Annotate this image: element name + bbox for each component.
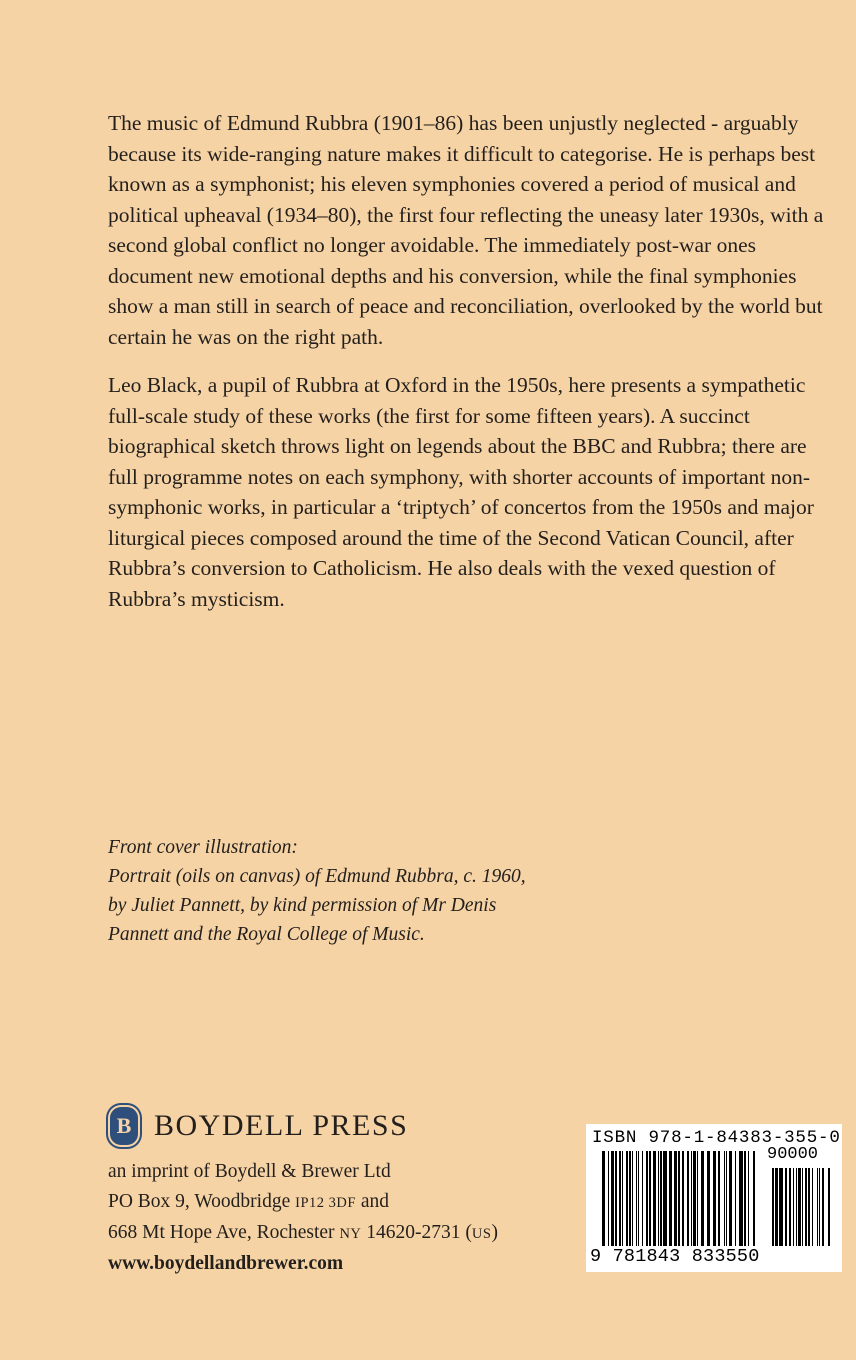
postcode: IP12 3DF (295, 1195, 356, 1211)
barcode-bar (632, 1151, 633, 1246)
barcode-bar (638, 1151, 639, 1246)
barcode-bar (789, 1168, 791, 1246)
isbn-number: ISBN 978-1-84383-355-0 (592, 1128, 841, 1148)
credit-line: Pannett and the Royal College of Music. (108, 924, 425, 945)
publisher-address (108, 1157, 498, 1279)
barcode-bar (798, 1168, 801, 1246)
barcode-bar (674, 1151, 677, 1246)
address-text: and (355, 1191, 389, 1212)
country-code: US (471, 1226, 492, 1242)
barcode-bar (611, 1151, 614, 1246)
state-code: NY (339, 1226, 362, 1242)
address-line-2 (108, 1218, 498, 1249)
address-text: PO Box 9, Woodbridge (108, 1191, 296, 1212)
blurb-paragraph-2: Leo Black, a pupil of Rubbra at Oxford in the 1950s, here presents a sympathetic full-scale study of these works (the first for some fifteen years). A succinct biographical sketch throws light on legends about the BBC and Rubbra; there are full programme notes on each symphony, with shorter accounts of important non-symphonic works, in particular a ‘triptych’ of concertos from the 1950s and major liturgical pieces composed around the time of the Second Vatican Council, after Rubbra’s conversion to Catholicism. He also deals with the vexed question of Rubbra’s mysticism. (108, 373, 814, 611)
barcode-bar (819, 1168, 820, 1246)
blurb-paragraph-1: The music of Edmund Rubbra (1901–86) has been unjustly neglected - arguably because its wide-ranging nature makes it difficult to categorise. He is perhaps best known as a symphonist; his eleven symphonies covered a period of musical and political upheaval (1934–80), the first four reflecting the uneasy later 1930s, with a second global conflict no longer avoidable. The immediately post-war ones document new emotional depths and his conversion, while the final symphonies show a man still in search of peace and reconciliation, overlooked by the world but certain he was on the right path. (108, 111, 824, 349)
barcode-bar (615, 1151, 617, 1246)
barcode-bar (602, 1151, 605, 1246)
barcode-bar (642, 1151, 643, 1246)
publisher-logo (108, 1103, 408, 1149)
credit-line: Portrait (oils on canvas) of Edmund Rubbra, c. 1960, (108, 866, 526, 887)
barcode-bar (663, 1151, 667, 1246)
barcode-bar (619, 1151, 621, 1246)
barcode-bar (678, 1151, 680, 1246)
ean-digits: 9 781843 833550 (590, 1246, 760, 1267)
barcode-bar (812, 1168, 813, 1246)
barcode-bar (636, 1151, 637, 1246)
barcode-bar (744, 1151, 746, 1246)
barcode-bar (828, 1168, 830, 1246)
barcode-bar (653, 1151, 656, 1246)
boydell-logo-icon: B (108, 1105, 140, 1147)
publisher-name: BOYDELL PRESS (154, 1109, 409, 1142)
barcode-bar (713, 1151, 716, 1246)
imprint-line: an imprint of Boydell & Brewer Ltd (108, 1161, 391, 1182)
barcode-bar (658, 1151, 659, 1246)
barcode-bar (669, 1151, 672, 1246)
barcode-bar (808, 1168, 810, 1246)
barcode-bar (707, 1151, 710, 1246)
barcode-bar (775, 1168, 778, 1246)
price-code: 90000 (767, 1145, 819, 1164)
barcode-bar (701, 1151, 704, 1246)
barcode-bar (796, 1168, 797, 1246)
barcode-bar (817, 1168, 818, 1246)
barcode-bar (697, 1151, 698, 1246)
barcode-bar (693, 1151, 696, 1246)
barcode-bar (785, 1168, 787, 1246)
barcode-bar (779, 1168, 783, 1246)
barcode-bar (793, 1168, 794, 1246)
barcode-bar (726, 1151, 727, 1246)
barcode-bar (626, 1151, 628, 1246)
barcode-bar (748, 1151, 749, 1246)
credit-line: by Juliet Pannett, by kind permission of Mr Denis (108, 895, 497, 916)
barcode-bar (687, 1151, 689, 1246)
back-cover-blurb (108, 108, 838, 632)
barcode-bar (772, 1168, 774, 1246)
barcode-bar (649, 1151, 651, 1246)
barcode-bar (718, 1151, 720, 1246)
isbn-barcode (586, 1124, 842, 1272)
barcode-bar (646, 1151, 648, 1246)
credit-heading: Front cover illustration: (108, 837, 298, 858)
barcode-bar (739, 1151, 743, 1246)
barcode-bar (724, 1151, 725, 1246)
barcode-bar (729, 1151, 732, 1246)
barcode-bar (660, 1151, 662, 1246)
barcode-bar (802, 1168, 803, 1246)
barcode-bar (622, 1151, 623, 1246)
website-link[interactable]: www.boydellandbrewer.com (108, 1253, 344, 1274)
barcode-bar (608, 1151, 609, 1246)
barcode-bar (735, 1151, 736, 1246)
address-text: ) (491, 1222, 498, 1243)
cover-illustration-credit (108, 833, 708, 949)
zip-code: 14620-2731 ( (361, 1222, 472, 1243)
barcode-bar (682, 1151, 684, 1246)
barcode-bar (822, 1168, 824, 1246)
address-line-1 (108, 1187, 498, 1218)
barcode-bar (753, 1151, 755, 1246)
barcode-bar (691, 1151, 692, 1246)
address-text: 668 Mt Hope Ave, Rochester (108, 1222, 340, 1243)
barcode-bar (805, 1168, 807, 1246)
barcode-bar (629, 1151, 631, 1246)
